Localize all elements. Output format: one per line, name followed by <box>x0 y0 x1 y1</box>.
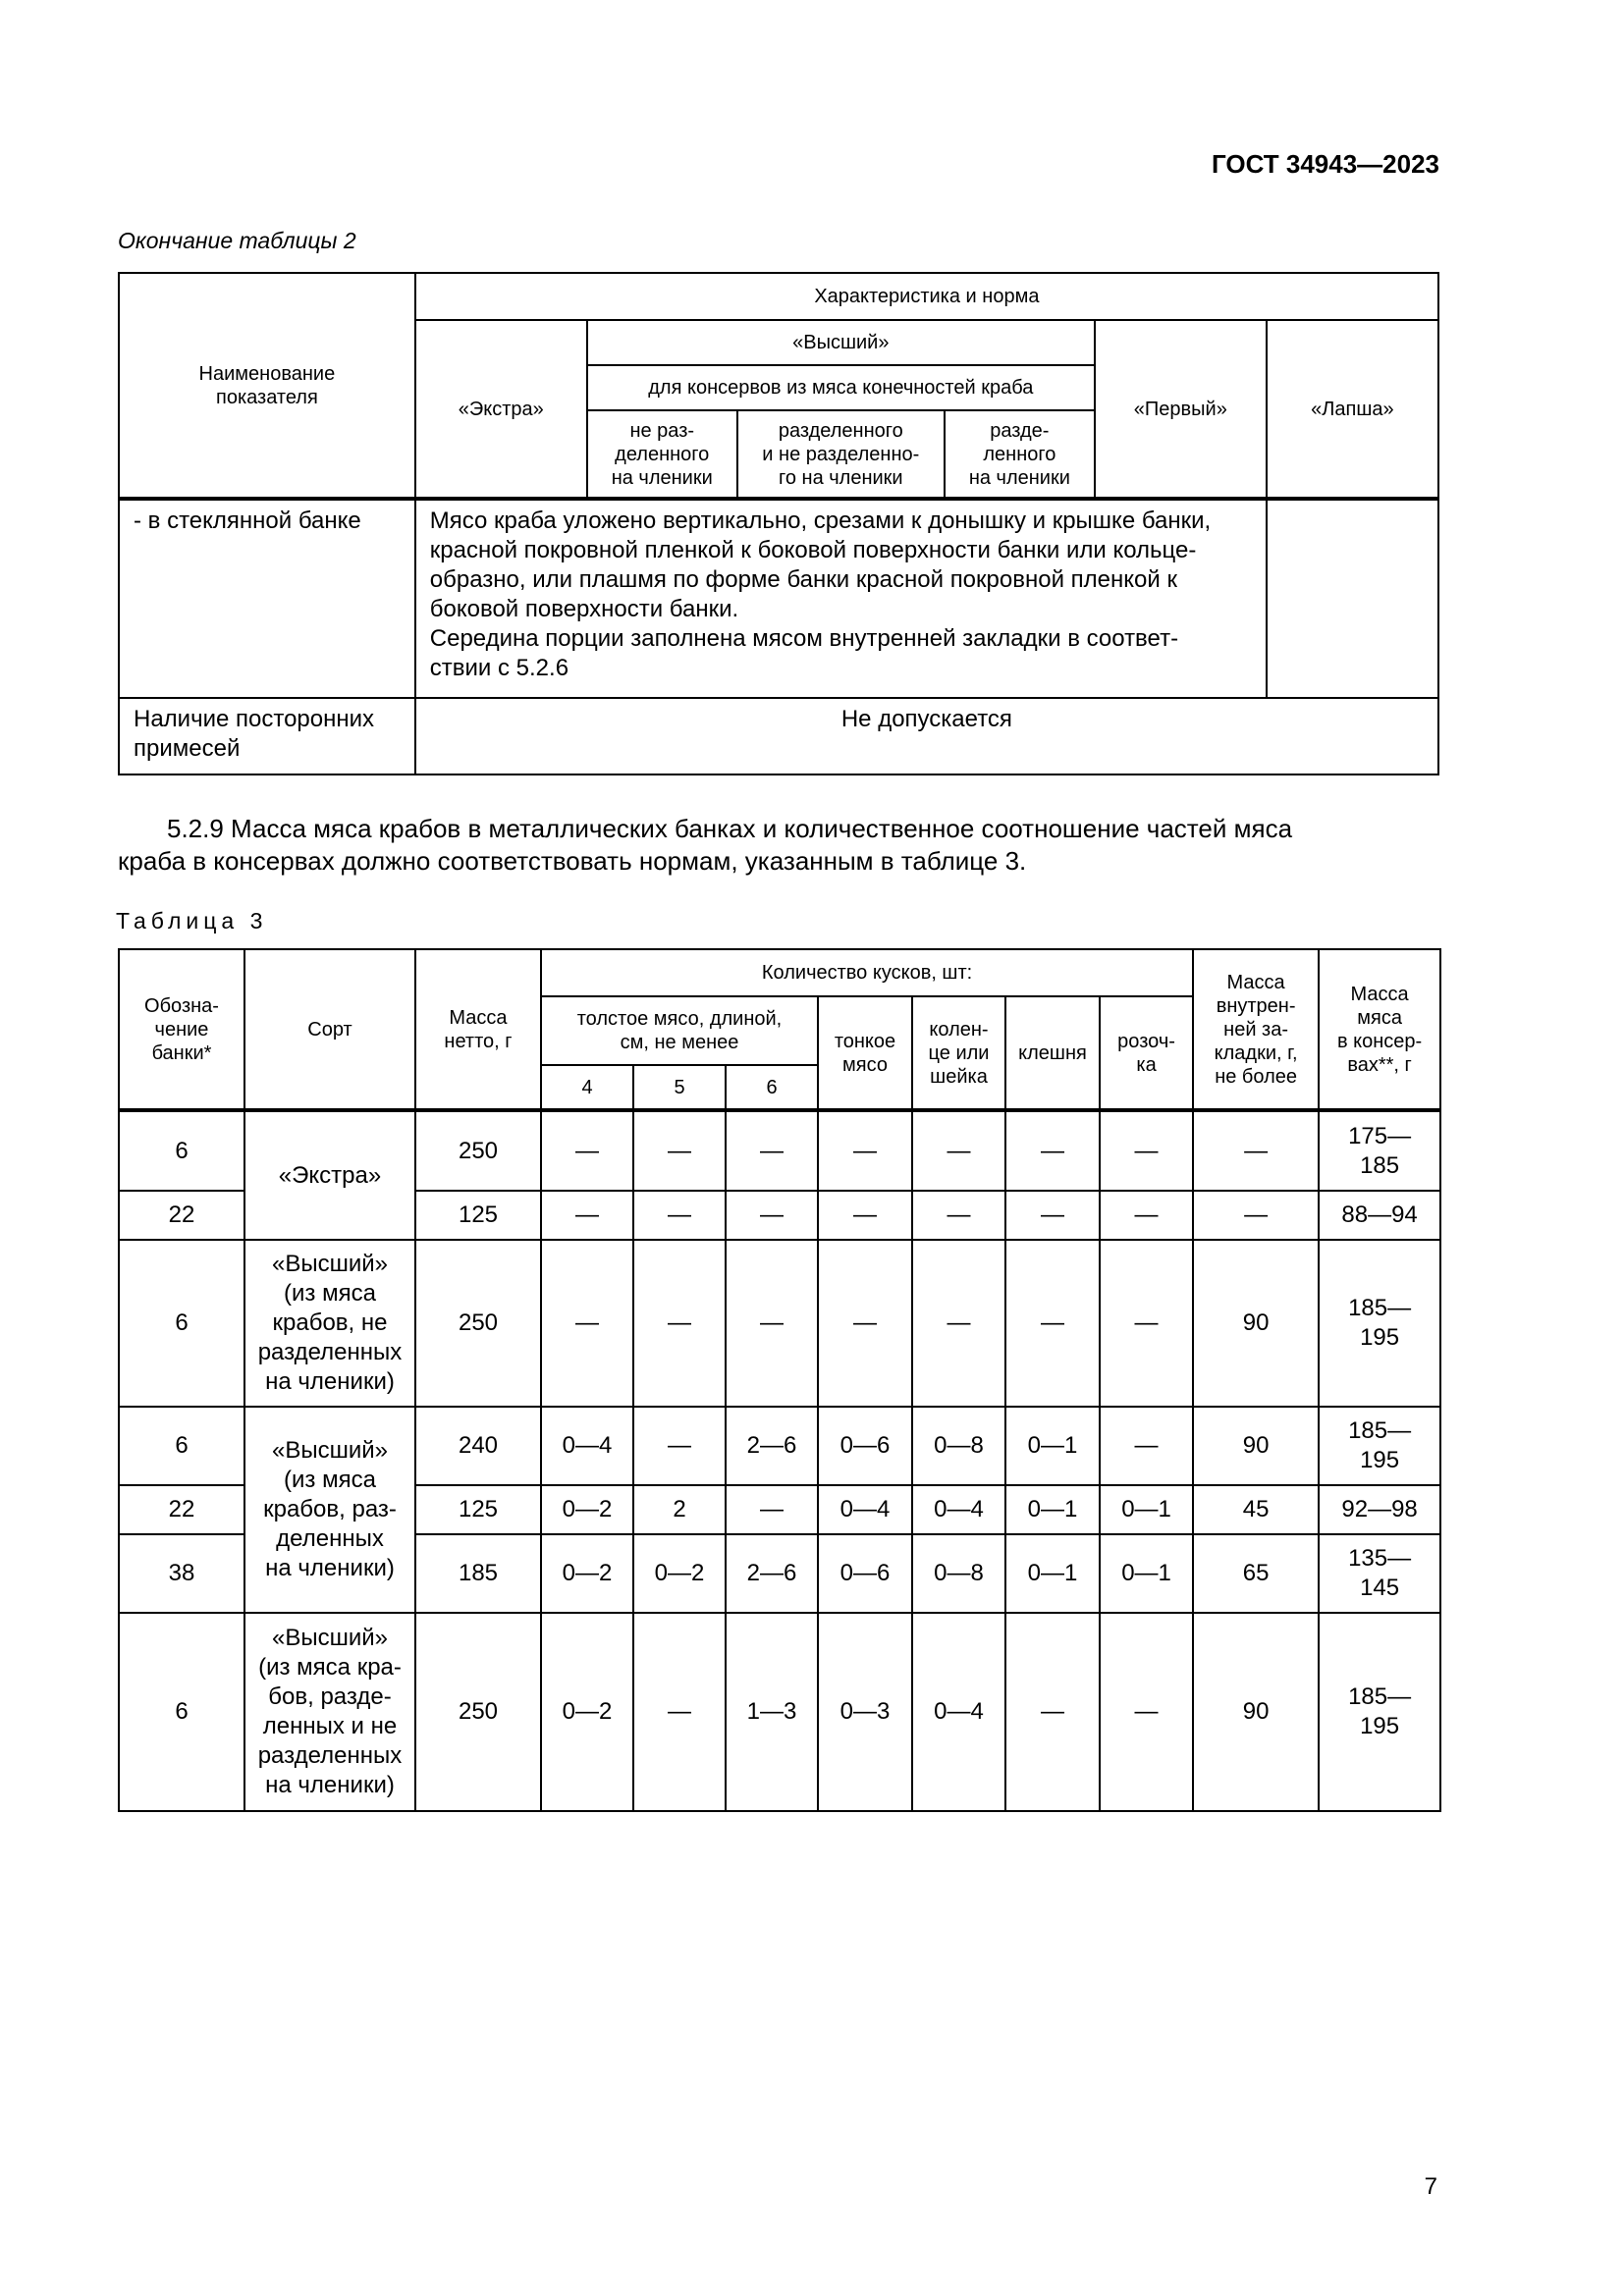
cell-count: 0—2 <box>541 1613 633 1811</box>
cell-count: 0—6 <box>818 1534 912 1613</box>
header-piece-count: Количество кусков, шт: <box>541 949 1193 996</box>
text-line: крабов, раз- <box>263 1496 397 1522</box>
cell-count: — <box>1100 1191 1193 1240</box>
text-line: мяса <box>1357 1006 1402 1029</box>
text-line: деленных <box>276 1525 384 1552</box>
text-line: Масса <box>449 1006 508 1029</box>
row-impurities-label <box>119 698 415 774</box>
text-line: не более <box>1215 1065 1297 1088</box>
cell-count: 0—4 <box>818 1485 912 1534</box>
document-code: ГОСТ 34943—2023 <box>1212 149 1439 179</box>
cell-count: — <box>541 1240 633 1407</box>
text-line: вах**, г <box>1347 1053 1412 1076</box>
text-line: на членики) <box>265 1772 395 1798</box>
text-line: не раз- <box>629 419 695 442</box>
text-line: ка <box>1136 1053 1157 1076</box>
header-indicator-name <box>119 273 415 499</box>
text-line: тонкое <box>834 1030 896 1052</box>
paragraph-5-2-9 <box>118 813 1439 878</box>
text-line: це или <box>928 1041 990 1064</box>
row-glass-jar-lapsha <box>1267 499 1438 698</box>
text-line: образно, или плашмя по форме банки красной покровной пленкой к <box>429 566 1177 593</box>
text-line: 185 <box>1360 1151 1400 1179</box>
cell-count: 2—6 <box>726 1407 818 1485</box>
header-sort: Сорт <box>244 949 415 1110</box>
cell-count: — <box>1005 1191 1100 1240</box>
header-net-mass <box>415 949 541 1110</box>
text-line: 145 <box>1360 1575 1400 1601</box>
text-line: 195 <box>1360 1447 1400 1473</box>
cell-count: — <box>541 1110 633 1191</box>
table-row <box>119 1110 1440 1191</box>
cell-designation: 22 <box>119 1191 244 1240</box>
cell-designation: 22 <box>119 1485 244 1534</box>
cell-count: 2 <box>633 1485 726 1534</box>
header-length-6: 6 <box>726 1065 818 1110</box>
header-length-5: 5 <box>633 1065 726 1110</box>
cell-count: — <box>1100 1110 1193 1191</box>
cell-count: 0—3 <box>818 1613 912 1811</box>
header-grade-vysshiy: «Высший» <box>587 320 1095 365</box>
cell-count: — <box>1005 1110 1100 1191</box>
table-row <box>119 1407 1440 1485</box>
cell-designation: 6 <box>119 1240 244 1407</box>
table-2 <box>118 272 1439 775</box>
text-line: крабов, не <box>272 1309 388 1336</box>
text-line: и не разделенно- <box>762 443 920 465</box>
text-line: внутрен- <box>1216 994 1296 1017</box>
header-length-4: 4 <box>541 1065 633 1110</box>
cell-meat-mass <box>1319 1407 1440 1485</box>
header-grade-perviy: «Первый» <box>1095 320 1267 499</box>
cell-meat-mass <box>1319 1485 1440 1534</box>
header-inner-filling-mass <box>1193 949 1319 1110</box>
cell-designation: 6 <box>119 1110 244 1191</box>
text-line: (из мяса <box>284 1467 376 1493</box>
text-line: «Высший» <box>271 1437 389 1464</box>
header-knee-neck <box>912 996 1005 1110</box>
text-line: 175— <box>1348 1122 1412 1149</box>
text-line: толстое мясо, длиной, <box>576 1008 783 1030</box>
cell-net-mass: 250 <box>415 1110 541 1191</box>
cell-count: 0—4 <box>912 1485 1005 1534</box>
text-line: кладки, г, <box>1214 1041 1298 1064</box>
cell-count: — <box>633 1240 726 1407</box>
cell-count: — <box>633 1613 726 1811</box>
cell-inner-mass: 90 <box>1193 1407 1319 1485</box>
text-line: «Высший» <box>271 1625 389 1651</box>
text-line: Мясо краба уложено вертикально, срезами к донышку и крышке банки, <box>429 507 1212 534</box>
cell-count: — <box>912 1110 1005 1191</box>
cell-count: 0—4 <box>912 1613 1005 1811</box>
text-line: ленного <box>983 443 1056 465</box>
text-line: (из мяса кра- <box>258 1654 402 1681</box>
cell-count: — <box>912 1240 1005 1407</box>
cell-count: — <box>1100 1240 1193 1407</box>
cell-meat-mass <box>1319 1110 1440 1191</box>
cell-count: — <box>912 1191 1005 1240</box>
row-glass-jar-description <box>415 499 1267 698</box>
cell-inner-mass: 90 <box>1193 1240 1319 1407</box>
cell-count: 0—2 <box>541 1485 633 1534</box>
text-line: разделенных <box>257 1339 403 1365</box>
text-line: нетто, г <box>444 1030 513 1052</box>
text-line: примесей <box>134 735 241 762</box>
text-line: на членики <box>968 466 1070 489</box>
cell-count: 0—1 <box>1100 1485 1193 1534</box>
cell-meat-mass <box>1319 1240 1440 1407</box>
header-claw: клешня <box>1005 996 1100 1110</box>
header-rozochka <box>1100 996 1193 1110</box>
header-characteristic-norm: Характеристика и норма <box>415 273 1438 320</box>
cell-net-mass: 250 <box>415 1613 541 1811</box>
text-line: бов, разде- <box>268 1683 392 1710</box>
text-line: мясо <box>842 1053 888 1076</box>
text-line: Масса <box>1350 983 1409 1005</box>
paragraph-line-2: краба в консервах должно соответствовать нормам, указанным в таблице 3. <box>118 846 1027 876</box>
header-not-divided <box>587 410 737 499</box>
header-thin-meat <box>818 996 912 1110</box>
text-line: на членики <box>611 466 713 489</box>
cell-count: — <box>633 1191 726 1240</box>
cell-inner-mass: 90 <box>1193 1613 1319 1811</box>
text-line: го на членики <box>778 466 903 489</box>
text-line: Наименование <box>198 362 336 385</box>
cell-count: — <box>1100 1613 1193 1811</box>
cell-count: 0—1 <box>1005 1534 1100 1613</box>
text-line: 185— <box>1348 1417 1412 1444</box>
header-meat-mass <box>1319 949 1440 1110</box>
row-impurities-value: Не допускается <box>415 698 1438 774</box>
text-line: в консер- <box>1336 1030 1423 1052</box>
paragraph-line-1: 5.2.9 Масса мяса крабов в металлических банках и количественное соотношение частей мяса <box>167 814 1293 843</box>
text-line: разделенного <box>778 419 903 442</box>
text-line: банки* <box>151 1041 212 1064</box>
cell-inner-mass: — <box>1193 1110 1319 1191</box>
text-line: чение <box>154 1018 209 1041</box>
text-line: разде- <box>990 419 1050 442</box>
cell-inner-mass: 45 <box>1193 1485 1319 1534</box>
cell-designation: 6 <box>119 1613 244 1811</box>
cell-meat-mass <box>1319 1191 1440 1240</box>
table-row <box>119 1240 1440 1407</box>
cell-count: — <box>726 1110 818 1191</box>
text-line: «Высший» <box>271 1251 389 1277</box>
cell-count: 1—3 <box>726 1613 818 1811</box>
cell-net-mass: 240 <box>415 1407 541 1485</box>
cell-inner-mass: — <box>1193 1191 1319 1240</box>
cell-count: 0—1 <box>1005 1485 1100 1534</box>
row-glass-jar-label <box>119 499 415 698</box>
cell-sort-vysshiy-mixed <box>244 1613 415 1811</box>
cell-count: — <box>726 1191 818 1240</box>
cell-meat-mass <box>1319 1613 1440 1811</box>
header-grade-lapsha: «Лапша» <box>1267 320 1438 499</box>
cell-meat-mass <box>1319 1534 1440 1613</box>
cell-count: 0—6 <box>818 1407 912 1485</box>
cell-sort-vysshiy-not-divided <box>244 1240 415 1407</box>
text-line: колен- <box>929 1018 989 1041</box>
cell-designation: 6 <box>119 1407 244 1485</box>
cell-count: — <box>633 1407 726 1485</box>
text-line: Середина порции заполнена мясом внутренней закладки в соответ- <box>429 625 1179 652</box>
cell-net-mass: 125 <box>415 1191 541 1240</box>
text-line: Обозна- <box>144 994 219 1017</box>
cell-count: — <box>818 1110 912 1191</box>
cell-designation: 38 <box>119 1534 244 1613</box>
cell-inner-mass: 65 <box>1193 1534 1319 1613</box>
header-thick-meat <box>541 996 818 1065</box>
cell-count: 0—2 <box>633 1534 726 1613</box>
header-limb-meat: для консервов из мяса конечностей краба <box>587 365 1095 410</box>
cell-net-mass: 185 <box>415 1534 541 1613</box>
text-line: см, не менее <box>620 1032 739 1053</box>
cell-count: 0—2 <box>541 1534 633 1613</box>
text-line: Масса <box>1226 971 1285 993</box>
cell-count: — <box>1005 1240 1100 1407</box>
table2-caption: Окончание таблицы 2 <box>118 228 356 253</box>
text-line: 185— <box>1348 1683 1412 1710</box>
text-line: показателя <box>215 386 318 408</box>
text-line: 88—94 <box>1341 1201 1418 1228</box>
table-3 <box>118 948 1441 1812</box>
cell-count: — <box>1005 1613 1100 1811</box>
cell-count: — <box>726 1240 818 1407</box>
cell-net-mass: 250 <box>415 1240 541 1407</box>
text-line: на членики) <box>265 1368 395 1395</box>
header-jar-designation <box>119 949 244 1110</box>
text-line: 135— <box>1348 1545 1412 1572</box>
text-line: красной покровной пленкой к боковой поверхности банки или кольце- <box>429 537 1197 563</box>
cell-count: — <box>818 1191 912 1240</box>
text-line: на членики) <box>265 1555 395 1581</box>
page-number: 7 <box>1424 2173 1437 2200</box>
cell-count: — <box>541 1191 633 1240</box>
cell-count: 0—1 <box>1100 1534 1193 1613</box>
cell-count: 0—1 <box>1005 1407 1100 1485</box>
text-line: - в стеклянной банке <box>134 507 361 534</box>
cell-count: — <box>726 1485 818 1534</box>
cell-count: 0—8 <box>912 1407 1005 1485</box>
text-line: боковой поверхности банки. <box>429 596 739 622</box>
cell-count: — <box>1100 1407 1193 1485</box>
text-line: «Экстра» <box>278 1161 382 1189</box>
text-line: (из мяса <box>284 1280 376 1307</box>
table-row <box>119 1613 1440 1811</box>
cell-count: 0—4 <box>541 1407 633 1485</box>
text-line: розоч- <box>1117 1030 1175 1052</box>
text-line: ней за- <box>1223 1018 1289 1041</box>
text-line: шейка <box>930 1065 988 1088</box>
text-line: 92—98 <box>1341 1496 1418 1522</box>
cell-sort-vysshiy-divided <box>244 1407 415 1613</box>
cell-count: — <box>633 1110 726 1191</box>
header-divided <box>945 410 1095 499</box>
cell-count: 0—8 <box>912 1534 1005 1613</box>
cell-count: 2—6 <box>726 1534 818 1613</box>
text-line: деленного <box>615 443 710 465</box>
cell-count: — <box>818 1240 912 1407</box>
text-line: разделенных <box>257 1742 403 1769</box>
text-line: ствии с 5.2.6 <box>429 655 569 681</box>
header-divided-and-not <box>737 410 945 499</box>
text-line: 195 <box>1360 1324 1400 1351</box>
text-line: 185— <box>1348 1295 1412 1321</box>
table3-caption: Таблица 3 <box>116 908 268 934</box>
text-line: ленных и не <box>262 1713 398 1739</box>
cell-sort-extra <box>244 1110 415 1240</box>
cell-net-mass: 125 <box>415 1485 541 1534</box>
text-line: Наличие посторонних <box>134 706 375 732</box>
header-grade-extra: «Экстра» <box>415 320 587 499</box>
text-line: 195 <box>1360 1713 1400 1739</box>
